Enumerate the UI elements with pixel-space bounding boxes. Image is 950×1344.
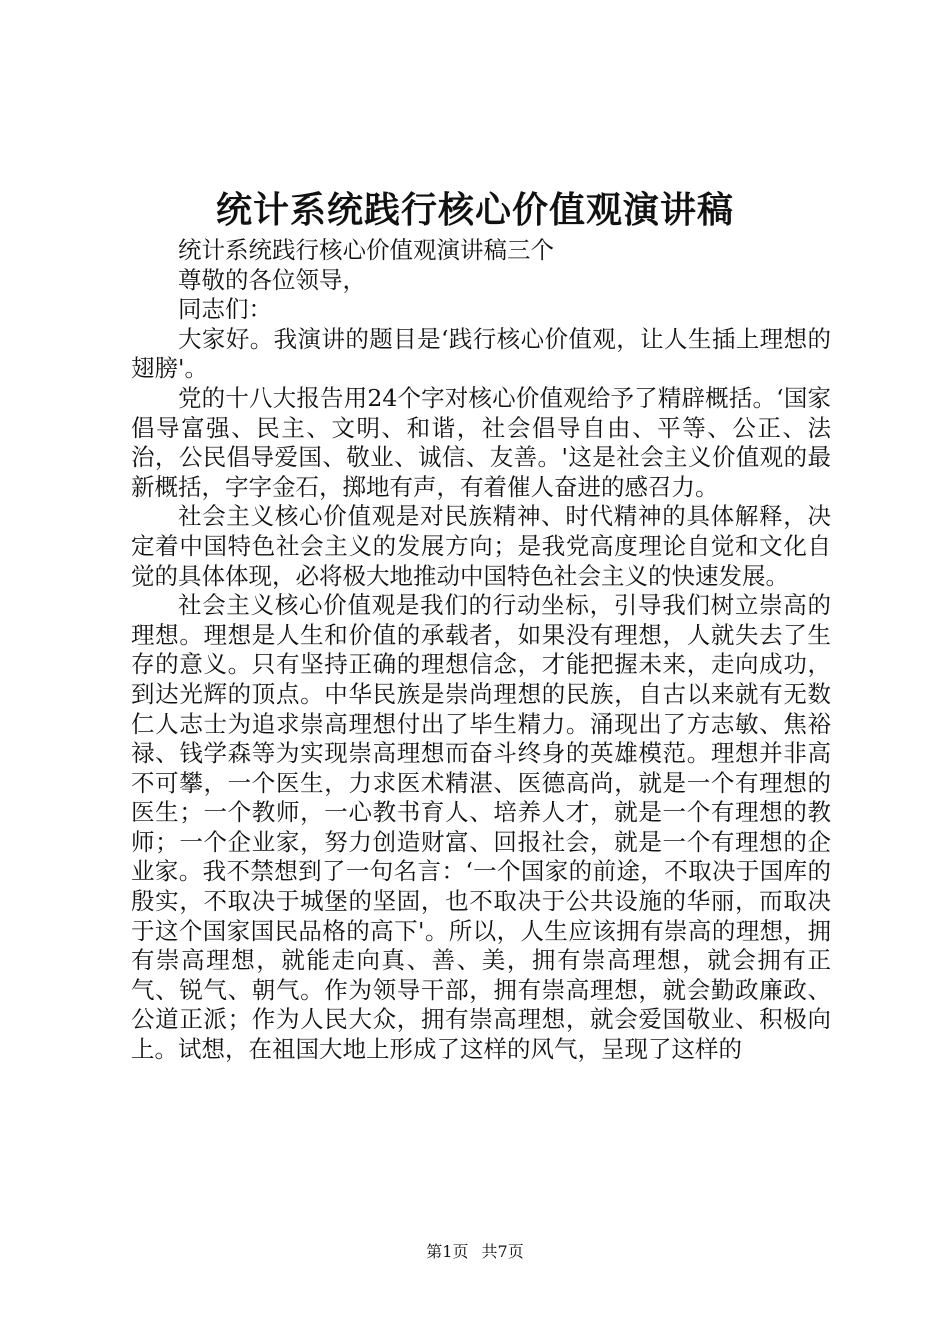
page-number: 第1页 xyxy=(426,1242,469,1261)
document-title: 统计系统践行核心价值观演讲稿 xyxy=(215,189,734,231)
paragraph-intro: 大家好。我演讲的题目是‘践行核心价值观，让人生插上理想的翅膀'。 xyxy=(131,324,831,383)
page-total: 共7页 xyxy=(481,1242,524,1261)
paragraph-subtitle: 统计系统践行核心价值观演讲稿三个 xyxy=(178,236,554,264)
paragraph-greeting: 同志们： xyxy=(178,295,272,324)
document-body xyxy=(131,236,831,1065)
paragraph-ideals: 社会主义核心价值观是我们的行动坐标，引导我们树立崇高的理想。理想是人生和价值的承载者，如果没有理想，人就失去了生存的意义。只有坚持正确的理想信念，才能把握未来，走向成功，到达光辉的顶点。中华民族是崇尚理想的民族，自古以来就有无数仁人志士为追求崇高理想付出了毕生精力。涌现出了方志敏、焦裕禄、钱学森等为实现崇高理想而奋斗终身的英雄模范。理想并非高不可攀，一个医生，力求医术精湛、医德高尚，就是一个有理想的医生；一个教师，一心教书育人、培养人才，就是一个有理想的教师；一个企业家，努力创造财富、回报社会，就是一个有理想的企业家。我不禁想到了一句名言：‘一个国家的前途，不取决于国库的殷实，不取决于城堡的坚固，也不取决于公共设施的华丽，而取决于这个国家国民品格的高下'。所以，人生应该拥有崇高的理想，拥有崇高理想，就能走向真、善、美，拥有崇高理想，就会拥有正气、锐气、朝气。作为领导干部，拥有崇高理想，就会勤政廉政、公道正派；作为人民大众，拥有崇高理想，就会爱国敬业、积极向上。试想，在祖国大地上形成了这样的风气，呈现了这样的 xyxy=(131,591,831,1064)
paragraph-significance: 社会主义核心价值观是对民族精神、时代精神的具体解释，决定着中国特色社会主义的发展方向；是我党高度理论自觉和文化自觉的具体体现，必将极大地推动中国特色社会主义的快速发展。 xyxy=(131,502,831,590)
paragraph-salutation: 尊敬的各位领导， xyxy=(178,265,366,294)
paragraph-core-values: 党的十八大报告用24个字对核心价值观给予了精辟概括。‘国家倡导富强、民主、文明、和谐，社会倡导自由、平等、公正、法治，公民倡导爱国、敬业、诚信、友善。'这是社会主义价值观的最新概括，字字金石，掷地有声，有着催人奋进的感召力。 xyxy=(131,383,831,501)
page-footer xyxy=(0,1241,950,1263)
